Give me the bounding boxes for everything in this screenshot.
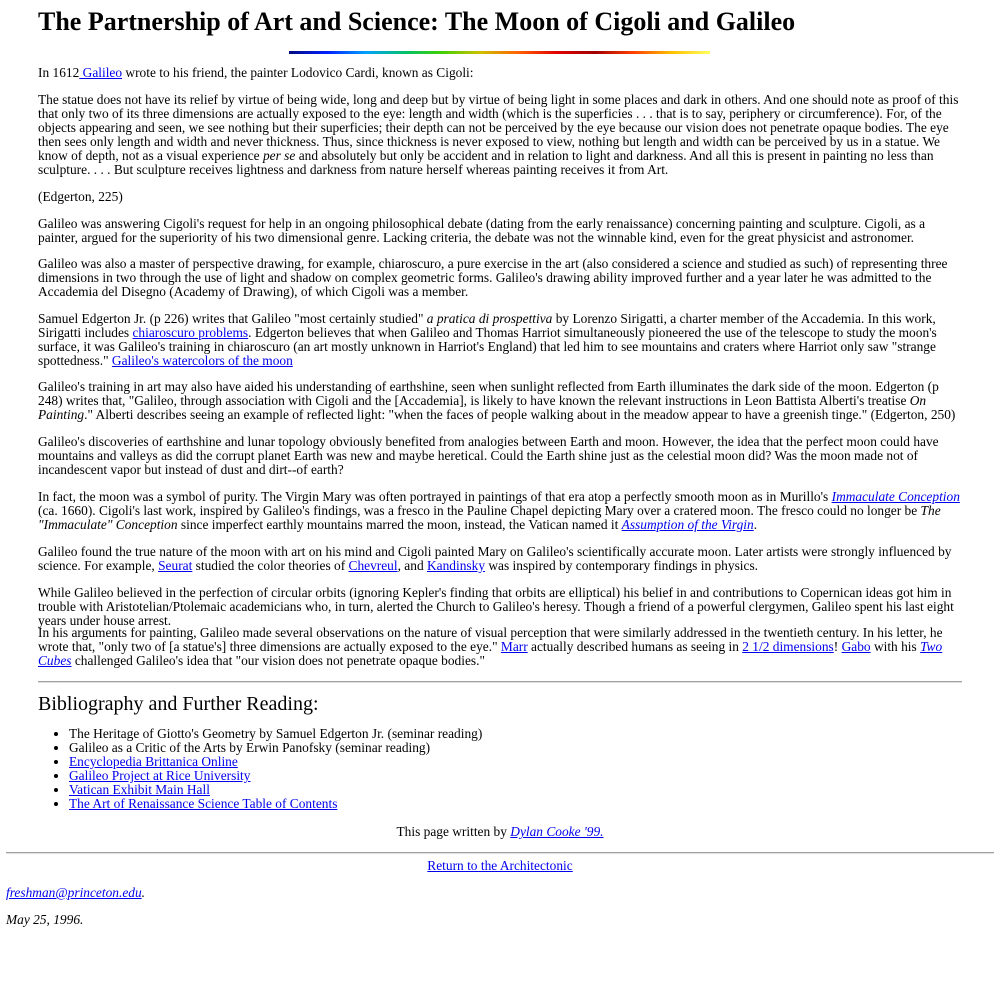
paragraph-topology: Galileo's discoveries of earthshine and lunar topology obviously benefited from analogies between Earth and moon. However, the idea that the perfect moon could have mountains and valleys as did the corrupt planet Earth was new and maybe heretical. Could the Earth shine just as the celestial moon did? Was the moon made not of incandescent vapor but instead of dust and dirt--of earth? [38,434,939,477]
two-half-dimensions-link[interactable]: 2 1/2 dimensions [742,639,834,654]
contact-email [6,886,145,900]
page-title: The Partnership of Art and Science: The Moon of Cigoli and Galileo [38,7,796,36]
quote-text: The statue does not have its relief by virtue of being wide, long and deep but by virtue of being light in some places and dark in others. And one should note as proof of this that only two of its three dimensions are actually exposed to the eye: length and width (which is the superficies . . . that is to say, periphery or circumference). For, of the objects appearing and seen, we see nothing but their superficies; their depth can not be perceived by the eye because our vision does not penetrate opaque bodies. The eye then sees only length and width and never thickness. Thus, since thickness is never exposed to view, nothing but length and width can be perceived by us in a statue. We know of depth, not as a visual experience [38,92,959,163]
author-credit [0,825,1000,839]
text-span: Galileo found the true nature of the moon with art on his mind and Cigoli painted Mary on Galileo's scientifically accurate moon. Later artists were strongly influenced by science. For example, [38,544,952,573]
list-item: • The Heritage of Giotto's Geometry by Samuel Edgerton Jr. (seminar reading) [69,727,482,741]
author-link[interactable]: Dylan Cooke '99. [510,824,604,839]
quote-text-end: and absolutely but only be accident and in relation to light and darkness. And all this is present in painting no less than sculpture. . . . But sculpture receives lightness and darkness from nature herself whereas painting receives it from Art. [38,148,934,177]
text-span: with his [870,639,921,654]
paragraph-purity [38,490,962,532]
book-title: On Painting [38,393,927,422]
intro-text-end: wrote to his friend, the painter Lodovico Cardi, known as Cigoli: [122,65,474,80]
text-span: actually described humans as seeing in [527,639,743,654]
assumption-link[interactable]: Assumption of the Virgin [621,517,754,532]
text-span: Samuel Edgerton Jr. (p 226) writes that Galileo "most certainly studied" [38,311,427,326]
text-span: ." Alberti describes seeing an example of reflected light: "when the faces of people walking about in the meadow appear to have a greenish tinge." (Edgerton, 250) [84,407,956,422]
paragraph-earthshine [38,380,962,422]
text-span: studied the color theories of [192,558,349,573]
return-nav [0,859,1000,873]
list-item: • Galileo as a Critic of the Arts by Erwin Panofsky (seminar reading) [69,741,482,755]
return-link[interactable]: Return to the Architectonic [427,858,573,873]
immaculate-conception-link[interactable]: Immaculate Conception [831,489,960,504]
page-date: May 25, 1996. [6,912,84,927]
encyclopedia-link[interactable]: Encyclopedia Brittanica Online [69,754,238,769]
paragraph-orbits: While Galileo believed in the perfection of circular orbits (ignoring Kepler's finding that orbits are elliptical) his belief in and contributions to Copernican ideas got him in trouble with Aristotelian/Ptolemaic academicians who, in turn, alerted the Church to Galileo's heresy. Though a friend of a powerful clergymen, Galileo spent his last eight years under house arrest. [38,585,954,628]
cigoli-quote [38,93,962,177]
marr-link[interactable]: Marr [500,639,528,654]
chevreul-link[interactable]: Chevreul [348,558,398,573]
credit-text: This page written by [396,824,511,839]
rainbow-divider [289,51,710,54]
paragraph-debate: Galileo was answering Cigoli's request for help in an ongoing philosophical debate (dating from the early renaissance) concerning painting and sculpture. Cigoli, as a painter, argued for the superiority of his two dimensional genre. Lacking criteria, the debate was not the winnable kind, even for the great physicist and astronomer. [38,216,926,245]
text-span: was inspired by contemporary findings in physics. [485,558,759,573]
text-span: by Lorenzo Sirigatti, a charter member of the Accademia. In this work, Sirigatti includes [38,311,936,340]
chiaroscuro-problems-link[interactable]: chiaroscuro problems [132,325,249,340]
email-suffix: . [141,885,146,900]
text-span: In fact, the moon was a symbol of purity. The Virgin Mary was often portrayed in paintings of that era atop a perfectly smooth moon as in Murillo's [38,489,832,504]
table-of-contents-link[interactable]: The Art of Renaissance Science Table of Contents [69,796,338,811]
paragraph-sirigatti [38,312,962,368]
watercolors-link[interactable]: Galileo's watercolors of the moon [111,353,293,368]
text-span: (ca. 1660). Cigoli's last work, inspired by Galileo's findings, was a fresco in the Pauline Chapel depicting Mary over a cratered moon. The fresco could no longer be [38,503,921,518]
galileo-link[interactable]: Galileo [79,65,123,80]
email-link[interactable]: freshman@princeton.edu [6,885,142,900]
text-span: Galileo's training in art may also have aided his understanding of earthshine, seen when sunlight reflected from Earth illuminates the dark side of the moon. Edgerton (p 248) writes that, "Galileo, through association with Cigoli and the [Accademia], is likely to have known the relevant instructions in Leon Battista Alberti's treatise [38,379,939,408]
gabo-link[interactable]: Gabo [841,639,871,654]
section-divider [38,681,962,683]
list-item [69,783,482,797]
intro-text: In 1612 [38,65,80,80]
seurat-link[interactable]: Seurat [158,558,193,573]
text-span: . Edgerton believes that when Galileo and Thomas Harriot simultaneously pioneered the use of the telescope to study the moon's surface, it was Galileo's training in chiaroscuro (an art mostly unknown in Harriot's England) that led him to see mountains and craters where Harriot only saw "strange spottedness." [38,325,937,368]
paragraph-perspective: Galileo was also a master of perspective drawing, for example, chiaroscuro, a pure exercise in the art (also considered a science and studied as such) of representing three dimensions in two through the use of light and shadow on complex geometric forms. Galileo's drawing ability improved further and a year later he was admitted to the Accademia del Disegno (Academy of Drawing), of which Cigoli was a member. [38,256,948,299]
text-span: challenged Galileo's idea that "our vision does not penetrate opaque bodies." [71,653,485,668]
bibliography-heading: Bibliography and Further Reading: [38,693,319,715]
paragraph-artists [38,545,962,573]
list-item [69,769,482,783]
text-span: since imperfect earthly mountains marred the moon, instead, the Vatican named it [177,517,622,532]
paragraph-perception [38,626,962,668]
vatican-exhibit-link[interactable]: Vatican Exhibit Main Hall [69,782,210,797]
text-span: In his arguments for painting, Galileo made several observations on the nature of visual perception that were similarly addressed in the twentieth century. In his letter, he wrote that, "only two of [a statue's] three dimensions are actually exposed to the eye." [38,625,943,654]
two-cubes-link[interactable]: Two Cubes [38,639,943,668]
kandinsky-link[interactable]: Kandinsky [427,558,486,573]
text-span: . [753,517,758,532]
text-span: ! [833,639,842,654]
quote-italic: per se [262,148,296,163]
galileo-project-link[interactable]: Galileo Project at Rice University [69,768,251,783]
artwork-title: The "Immaculate" Conception [38,503,941,532]
bibliography-list [38,727,482,811]
citation: (Edgerton, 225) [38,189,123,204]
list-item [69,797,482,811]
list-item [69,755,482,769]
footer-divider [6,852,994,854]
intro-paragraph [38,66,962,80]
book-title: a pratica di prospettiva [426,311,553,326]
text-span: , and [397,558,427,573]
